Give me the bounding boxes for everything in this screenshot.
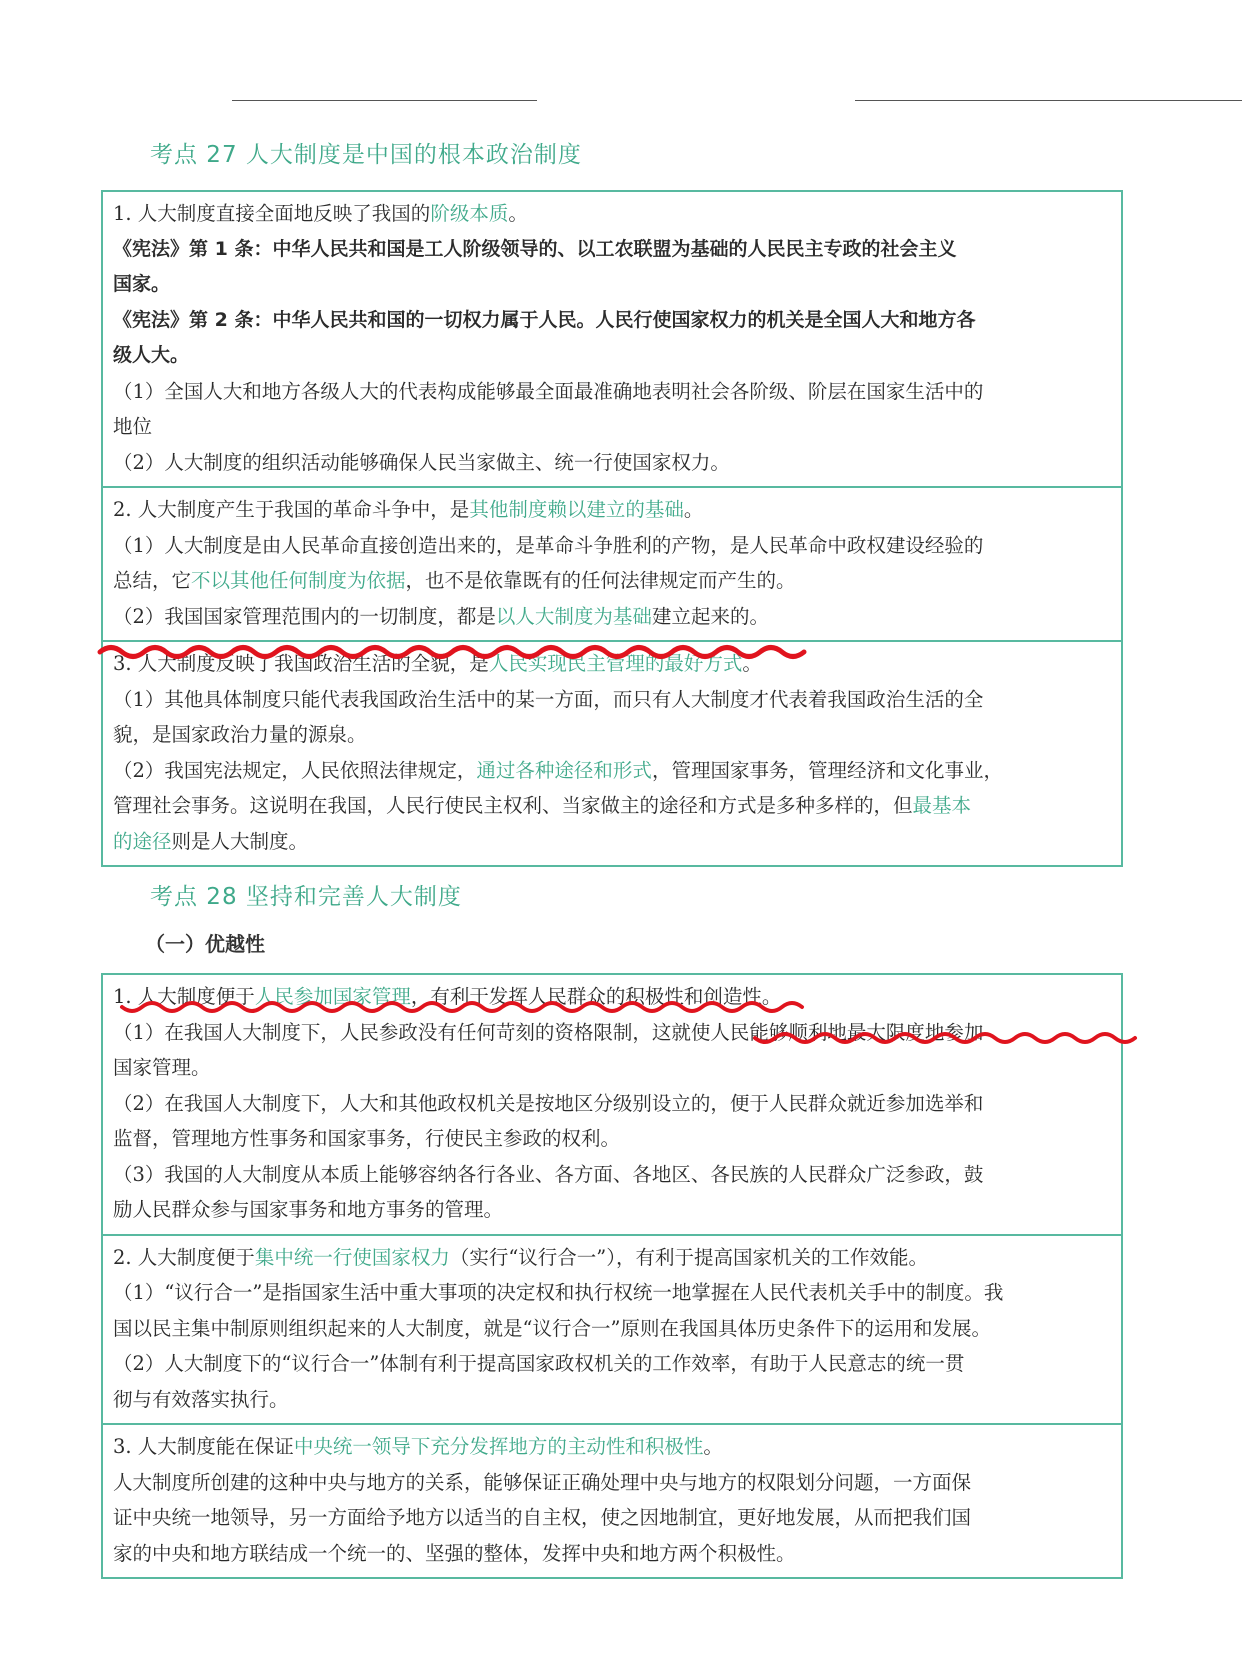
text-line (113, 1275, 1111, 1311)
text-line (113, 1015, 1111, 1051)
text-span: 监督，管理地方性事务和国家事务，行使民主参政的权利。 (113, 1127, 621, 1150)
section-27-table (101, 190, 1123, 867)
text-line (113, 717, 1111, 753)
text-span: 国家管理。 (113, 1056, 211, 1079)
highlighted-term: 以人大制度为基础 (495, 604, 652, 628)
text-line (113, 232, 1111, 268)
section-28-subtitle: （一）优越性 (145, 932, 265, 956)
text-span: 《宪法》第 2 条：中华人民共和国的一切权力属于人民。人民行使国家权力的机关是全国人大和地方各 (113, 308, 976, 331)
text-span: ，有利于发挥人民群众的积极性和创造性。 (410, 985, 782, 1008)
table-cell (103, 486, 1121, 640)
highlighted-term: 最基本 (912, 794, 972, 817)
section-27-title: 考点 27 人大制度是中国的根本政治制度 (150, 142, 582, 168)
text-span: 励人民群众参与国家事务和地方事务的管理。 (113, 1198, 504, 1221)
top-rule-left (232, 100, 537, 101)
text-span: （2）人大制度下的“议行合一”体制有利于提高国家政权机关的工作效率，有助于人民意志的统一贯 (113, 1352, 965, 1375)
text-line (113, 1311, 1111, 1347)
text-line (113, 528, 1111, 564)
text-span: 彻与有效落实执行。 (113, 1387, 289, 1411)
text-span: （1）“议行合一”是指国家生活中重大事项的决定权和执行权统一地掌握在人民代表机关手中的制度。我 (113, 1281, 1004, 1304)
highlighted-term: 其他制度赖以建立的基础 (469, 498, 684, 521)
text-span: 2. 人大制度产生于我国的革命斗争中，是 (113, 498, 470, 521)
text-span: （3）我国的人大制度从本质上能够容纳各行各业、各方面、各地区、各民族的人民群众广泛参政，鼓 (113, 1162, 984, 1186)
text-line (113, 788, 1111, 824)
highlighted-term: 集中统一行使国家权力 (254, 1245, 450, 1269)
table-cell (103, 1234, 1121, 1424)
text-line (113, 1121, 1111, 1157)
text-line (113, 1157, 1111, 1193)
text-line (113, 267, 1111, 303)
table-cell (103, 1423, 1121, 1577)
text-span: （1）人大制度是由人民革命直接创造出来的，是革命斗争胜利的产物，是人民革命中政权建设经验的 (113, 533, 984, 557)
text-span: 。 (508, 202, 528, 225)
text-span: 级人大。 (113, 344, 190, 366)
text-span: 地位 (113, 415, 153, 438)
text-span: 总结，它 (113, 569, 192, 592)
table-cell (103, 640, 1121, 865)
text-line (113, 599, 1111, 635)
top-rule-right (855, 100, 1242, 101)
text-span: ，管理国家事务，管理经济和文化事业， (651, 758, 1003, 782)
text-span: 国家。 (113, 273, 171, 295)
text-span: （1）全国人大和地方各级人大的代表构成能够最全面最准确地表明社会各阶级、阶层在国家生活中的 (113, 379, 984, 403)
text-span: 家的中央和地方联结成一个统一的、坚强的整体，发挥中央和地方两个积极性。 (113, 1541, 796, 1565)
text-line (113, 682, 1111, 718)
highlighted-term: 通过各种途径和形式 (476, 758, 652, 782)
text-line (113, 1346, 1111, 1382)
text-line (113, 753, 1111, 789)
text-span: 1. 人大制度直接全面地反映了我国的 (113, 202, 431, 225)
text-line (113, 646, 1111, 682)
text-line (113, 1050, 1111, 1086)
text-span: 《宪法》第 1 条：中华人民共和国是工人阶级领导的、以工农联盟为基础的人民民主专政的社会主义 (113, 237, 957, 260)
section-28-table (101, 973, 1123, 1579)
text-span: （实行“议行合一”），有利于提高国家机关的工作效能。 (449, 1245, 929, 1269)
text-span: 3. 人大制度能在保证 (113, 1435, 294, 1458)
table-cell (103, 192, 1121, 486)
text-span: 证中央统一地领导，另一方面给予地方以适当的自主权，使之因地制宜，更好地发展，从而把我们国 (113, 1506, 972, 1529)
highlighted-term: 阶级本质 (430, 202, 509, 225)
text-span: 建立起来的。 (651, 604, 769, 628)
text-line (113, 824, 1111, 860)
text-span: （1）其他具体制度只能代表我国政治生活中的某一方面，而只有人大制度才代表着我国政治生活的全 (113, 687, 984, 711)
text-span: （2）在我国人大制度下，人大和其他政权机关是按地区分级别设立的，便于人民群众就近参加选举和 (113, 1091, 984, 1115)
text-line (113, 303, 1111, 339)
text-line (113, 1086, 1111, 1122)
text-span: （2）我国宪法规定，人民依照法律规定， (113, 758, 477, 782)
highlighted-term: 不以其他任何制度为依据 (191, 569, 406, 592)
text-line (113, 409, 1111, 445)
text-span: 2. 人大制度便于 (113, 1245, 255, 1269)
text-line (113, 338, 1111, 374)
text-span: 。 (683, 498, 704, 521)
highlighted-term: 的途径 (113, 829, 172, 853)
text-span: 貌，是国家政治力量的源泉。 (113, 723, 367, 746)
text-line (113, 979, 1111, 1015)
section-28-title: 考点 28 坚持和完善人大制度 (150, 884, 462, 910)
highlighted-term: 人民实现民主管理的最好方式 (488, 652, 743, 675)
table-cell (103, 975, 1121, 1234)
text-line (113, 196, 1111, 232)
text-line (113, 445, 1111, 481)
highlighted-term: 人民参加国家管理 (254, 985, 411, 1008)
text-line (113, 1429, 1111, 1465)
text-line (113, 563, 1111, 599)
text-span: 。 (703, 1435, 723, 1458)
text-span: ，也不是依靠既有的任何法律规定而产生的。 (405, 569, 796, 592)
text-line (113, 1465, 1111, 1501)
text-line (113, 1536, 1111, 1572)
text-line (113, 1192, 1111, 1228)
text-line (113, 1500, 1111, 1536)
text-line (113, 492, 1111, 528)
text-span: 则是人大制度。 (171, 829, 309, 853)
text-span: （1）在我国人大制度下，人民参政没有任何苛刻的资格限制，这就使人民能够顺利地最大限度地参加 (113, 1020, 984, 1044)
text-span: 人大制度所创建的这种中央与地方的关系，能够保证正确处理中央与地方的权限划分问题，一方面保 (113, 1470, 972, 1494)
text-line (113, 1240, 1111, 1276)
text-span: 。 (742, 652, 762, 675)
text-span: 1. 人大制度便于 (113, 985, 255, 1008)
text-line (113, 1382, 1111, 1418)
text-span: 管理社会事务。这说明在我国，人民行使民主权利、当家做主的途径和方式是多种多样的，但 (113, 794, 913, 817)
highlighted-term: 中央统一领导下充分发挥地方的主动性和积极性 (293, 1435, 704, 1458)
text-span: （2）人大制度的组织活动能够确保人民当家做主、统一行使国家权力。 (113, 450, 730, 474)
text-span: 国以民主集中制原则组织起来的人大制度，就是“议行合一”原则在我国具体历史条件下的运用和发展。 (113, 1316, 991, 1340)
text-line (113, 374, 1111, 410)
text-span: （2）我国国家管理范围内的一切制度，都是 (113, 604, 496, 628)
text-span: 3. 人大制度反映了我国政治生活的全貌，是 (113, 652, 489, 675)
